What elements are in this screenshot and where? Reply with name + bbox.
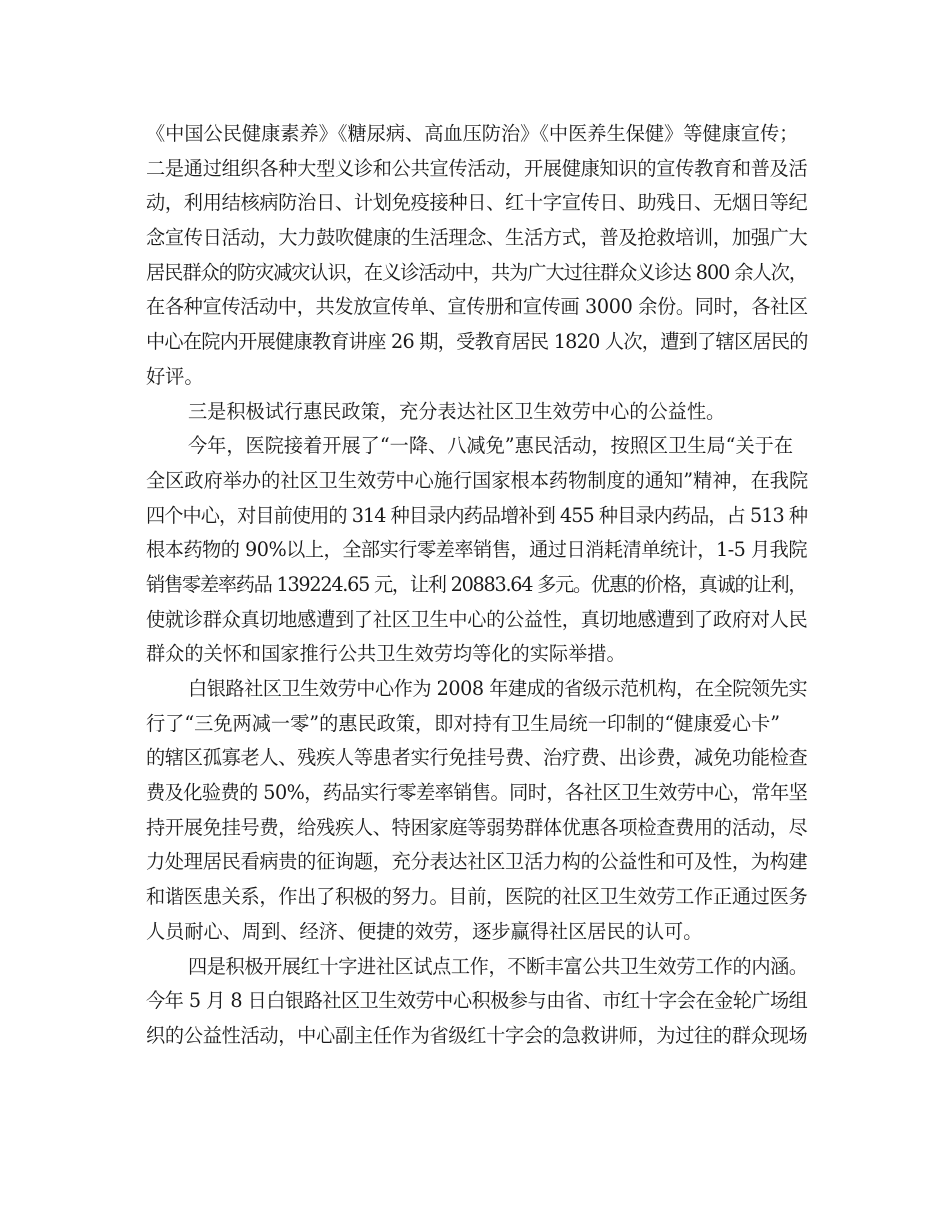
text-line: 中心在院内开展健康教育讲座 26 期，受教育居民 1820 人次，遭到了辖区居民的 [146,330,808,354]
text-line: 在各种宣传活动中，共发放宣传单、宣传册和宣传画 3000 余份。同时，各社区 [146,295,808,319]
text-line: 行了“三免两减一零”的惠民政策，即对持有卫生局统一印制的“健康爱心卡” [146,711,781,735]
text-line: 念宣传日活动，大力鼓吹健康的生活理念、生活方式，普及抢救培训，加强广大 [146,226,808,250]
text-line: 今年 5 月 8 日白银路社区卫生效劳中心积极参与由省、市红十字会在金轮广场组 [146,989,808,1013]
text-line: 销售零差率药品 139224.65 元，让利 20883.64 多元。优惠的价格，真诚的让利， [146,572,807,596]
paragraph-first-line: 白银路社区卫生效劳中心作为 2008 年建成的省级示范机构，在全院领先实 [188,677,808,700]
text-line: 二是通过组织各种大型义诊和公共宣传活动，开展健康知识的宣传教育和普及活 [146,156,808,180]
text-line: 和谐医患关系，作出了积极的努力。目前，医院的社区卫生效劳工作正通过医务 [146,885,808,909]
text-line: 好评。 [146,364,204,388]
text-line: 全区政府举办的社区卫生效劳中心施行国家根本药物制度的通知”精神，在我院 [146,468,809,492]
text-line: 持开展免挂号费，给残疾人、特困家庭等弱势群体优惠各项检查费用的活动，尽 [146,815,808,839]
paragraph-first-line: 今年，医院接着开展了“一降、八减免”惠民活动，按照区卫生局“关于在 [188,434,794,458]
text-line: 织的公益性活动，中心副主任作为省级红十字会的急救讲师，为过往的群众现场 [146,1023,808,1047]
body-text [146,117,809,1054]
text-line: 力处理居民看病贵的征询题，充分表达社区卫活力构的公益性和可及性，为构建 [146,850,808,874]
text-line: 人员耐心、周到、经济、便捷的效劳，逐步赢得社区居民的认可。 [146,919,703,943]
paragraph-first-line: 三是积极试行惠民政策，充分表达社区卫生效劳中心的公益性。 [188,399,726,423]
text-line: 居民群众的防灾减灾认识，在义诊活动中，共为广大过往群众义诊达 800 余人次， [146,260,808,284]
text-line: 的辖区孤寡老人、残疾人等患者实行免挂号费、治疗费、出诊费，减免功能检查 [146,746,808,770]
paragraph-first-line: 四是积极开展红十字进社区试点工作，不断丰富公共卫生效劳工作的内涵。 [188,954,808,978]
text-line: 根本药物的 90%以上，全部实行零差率销售，通过日消耗清单统计，1-5 月我院 [146,538,808,562]
text-line: 四个中心，对目前使用的 314 种目录内药品增补到 455 种目录内药品，占 513 种 [146,503,808,527]
text-line: 使就诊群众真切地感遭到了社区卫生中心的公益性，真切地感遭到了政府对人民 [146,607,808,631]
text-line: 动，利用结核病防治日、计划免疫接种日、红十字宣传日、助残日、无烟日等纪 [146,191,808,215]
text-line: 群众的关怀和国家推行公共卫生效劳均等化的实际举措。 [146,642,626,666]
text-line: 《中国公民健康素养》《糖尿病、高血压防治》《中医养生保健》等健康宣传； [146,122,799,145]
text-line: 费及化验费的 50%，药品实行零差率销售。同时，各社区卫生效劳中心，常年坚 [146,781,808,805]
